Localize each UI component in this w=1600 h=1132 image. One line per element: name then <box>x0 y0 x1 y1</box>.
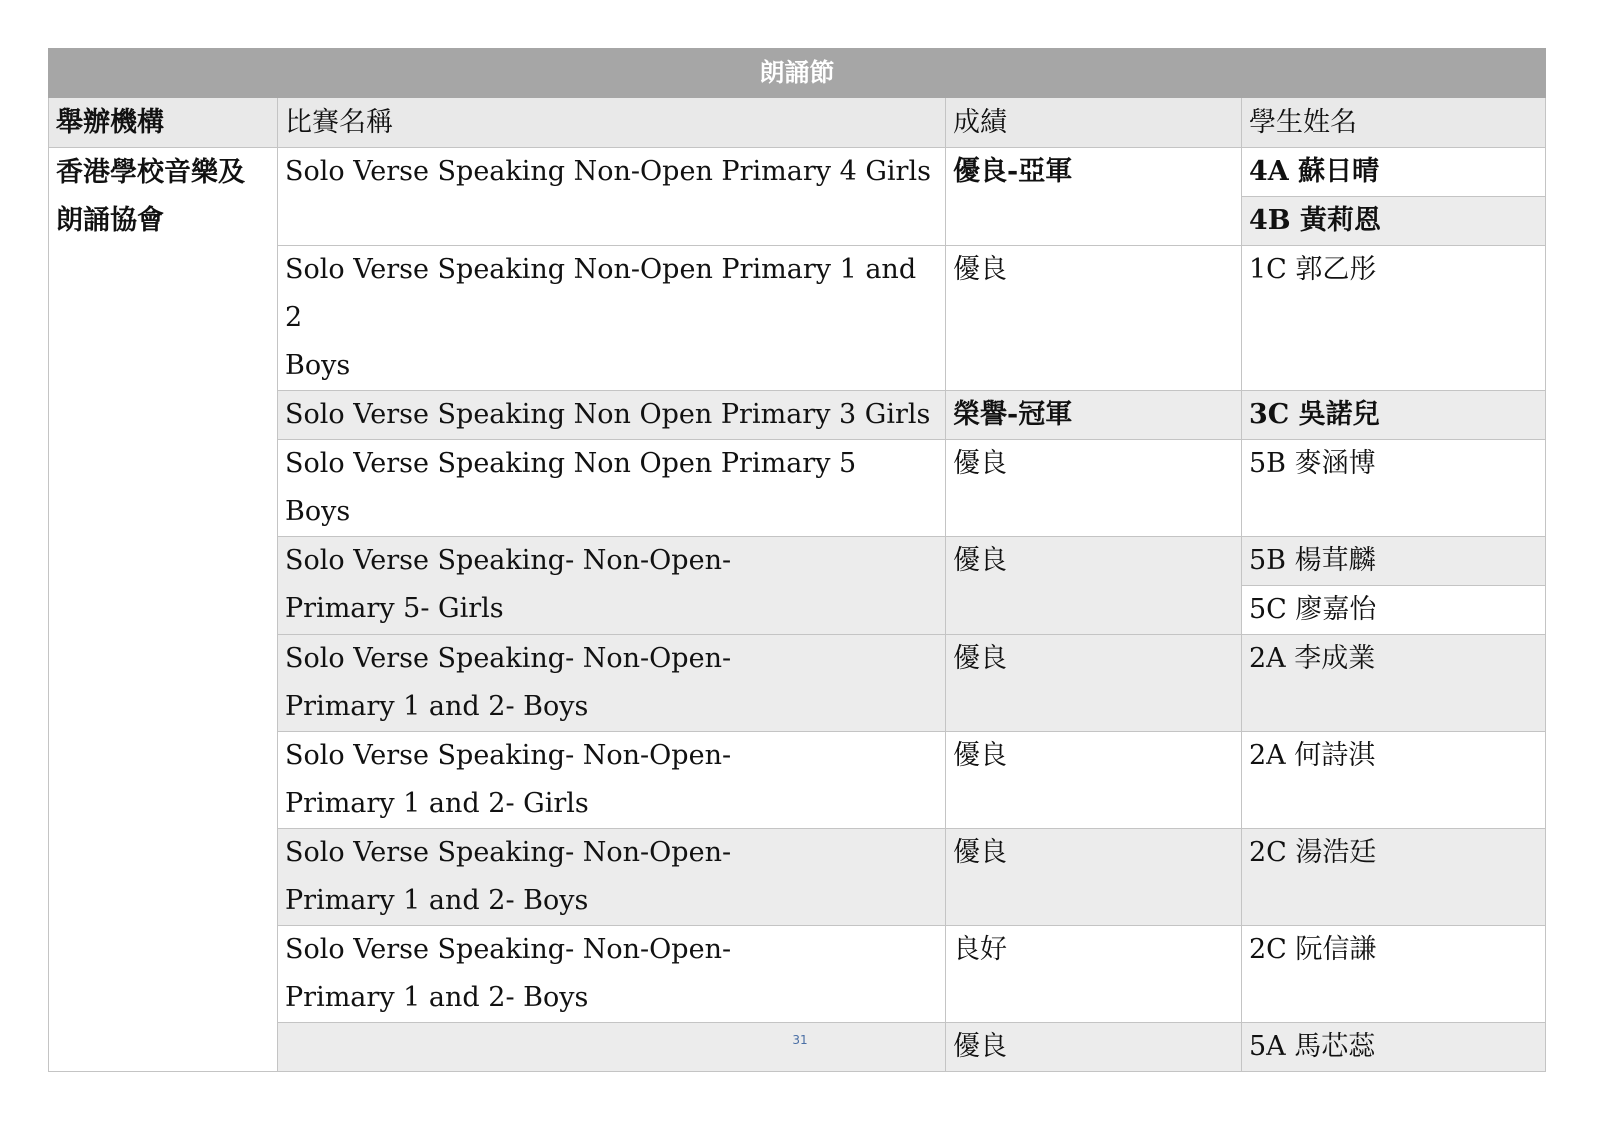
table-title: 朗誦節 <box>49 49 1546 98</box>
result-cell: 良好 <box>946 926 1242 1023</box>
result-cell: 優良 <box>946 1023 1242 1072</box>
competition-cell: Solo Verse Speaking Non Open Primary 5 Boys <box>278 440 946 537</box>
page-number: 31 <box>792 1033 808 1047</box>
student-cell: 5B 麥涵博 <box>1242 440 1546 537</box>
competition-cell: Solo Verse Speaking Non-Open Primary 1 and 2 Boys <box>278 246 946 391</box>
result-cell: 優良-亞軍 <box>946 148 1242 246</box>
result-cell: 優良 <box>946 732 1242 829</box>
competition-cell <box>278 1023 946 1072</box>
student-cell: 2C 湯浩廷 <box>1242 829 1546 926</box>
student-cell: 5B 楊茸麟 <box>1242 537 1546 586</box>
result-cell: 優良 <box>946 440 1242 537</box>
results-table <box>48 48 1546 1072</box>
result-cell: 優良 <box>946 537 1242 635</box>
student-cell: 5A 馬芯蕊 <box>1242 1023 1546 1072</box>
header-result: 成績 <box>946 98 1242 148</box>
header-competition: 比賽名稱 <box>278 98 946 148</box>
organizer-cell: 香港學校音樂及 朗誦協會 <box>49 148 278 1072</box>
student-cell: 2A 李成業 <box>1242 635 1546 732</box>
result-cell: 榮譽-冠軍 <box>946 391 1242 440</box>
competition-cell: Solo Verse Speaking Non-Open Primary 4 Girls <box>278 148 946 246</box>
student-cell: 3C 吳諾兒 <box>1242 391 1546 440</box>
title-row <box>49 49 1546 98</box>
student-cell: 5C 廖嘉怡 <box>1242 586 1546 635</box>
student-cell: 4B 黃莉恩 <box>1242 197 1546 246</box>
result-cell: 優良 <box>946 635 1242 732</box>
result-cell: 優良 <box>946 829 1242 926</box>
student-cell: 2C 阮信謙 <box>1242 926 1546 1023</box>
competition-cell: Solo Verse Speaking Non Open Primary 3 Girls <box>278 391 946 440</box>
competition-cell: Solo Verse Speaking- Non-Open- Primary 1 and 2- Boys <box>278 635 946 732</box>
header-organizer: 舉辦機構 <box>49 98 278 148</box>
table-row <box>49 148 1546 197</box>
student-cell: 4A 蘇日晴 <box>1242 148 1546 197</box>
competition-cell: Solo Verse Speaking- Non-Open- Primary 1 and 2- Boys <box>278 926 946 1023</box>
student-cell: 1C 郭乙彤 <box>1242 246 1546 391</box>
competition-cell: Solo Verse Speaking- Non-Open- Primary 5- Girls <box>278 537 946 635</box>
header-row <box>49 98 1546 148</box>
header-student: 學生姓名 <box>1242 98 1546 148</box>
student-cell: 2A 何詩淇 <box>1242 732 1546 829</box>
competition-cell: Solo Verse Speaking- Non-Open- Primary 1 and 2- Girls <box>278 732 946 829</box>
competition-cell: Solo Verse Speaking- Non-Open- Primary 1 and 2- Boys <box>278 829 946 926</box>
result-cell: 優良 <box>946 246 1242 391</box>
